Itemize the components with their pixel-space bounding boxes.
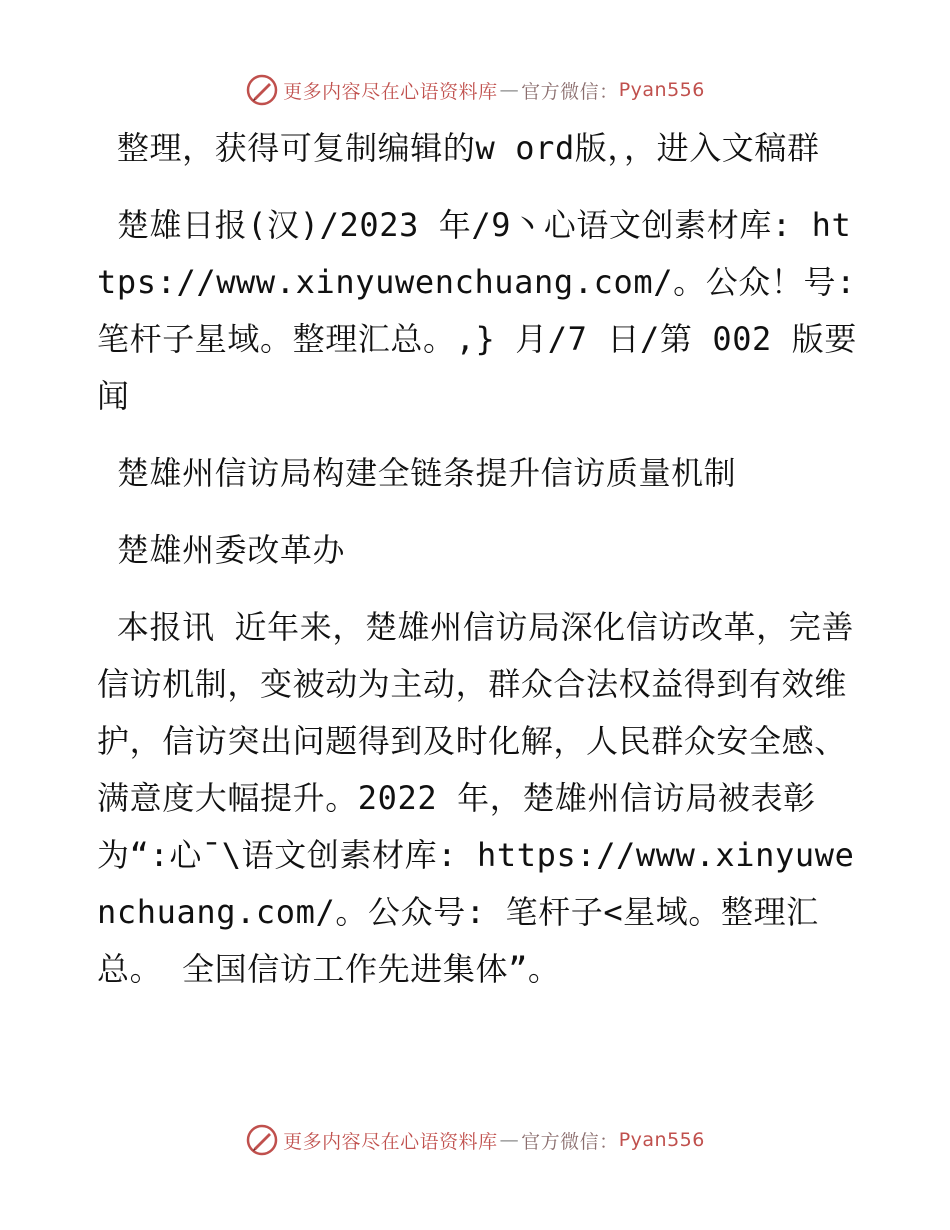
- header-banner: [0, 70, 950, 110]
- banner-dash: —: [499, 79, 520, 101]
- banner-handle: Pyan556: [618, 1129, 705, 1151]
- paragraph-body: 本报讯 近年来，楚雄州信访局深化信访改革，完善信访机制，变被动为主动，群众合法权益得到有效维护，信访突出问题得到及时化解，人民群众安全感、满意度大幅提升。2022 年，楚雄州信访局被表彰为“:心¯\语文创素材库: https://www.xinyuwenchuang.com/。公众号: 笔杆子<星域。整理汇总。 全国信访工作先进集体”。: [97, 608, 855, 988]
- article-title: 楚雄州信访局构建全链条提升信访质量机制: [97, 454, 737, 492]
- banner-brand: 更多内容尽在心语资料库: [283, 80, 498, 103]
- banner-brand: 更多内容尽在心语资料库: [283, 1130, 498, 1153]
- banner-wechat-label: 官方微信：: [521, 1130, 619, 1153]
- paragraph-intro: 整理，获得可复制编辑的w ord版，，进入文稿群: [97, 129, 820, 167]
- banner-handle: Pyan556: [618, 79, 705, 101]
- paragraph-source: 楚雄日报(汉)/2023 年/9丶心语文创素材库: https://www.xinyuwenchuang.com/。公众！号: 笔杆子星域。整理汇总。,} 月/7 日/第 002 版要闻: [97, 206, 876, 415]
- banner-wechat-label: 官方微信：: [521, 80, 619, 103]
- article-author: 楚雄州委改革办: [97, 531, 346, 569]
- banner-dash: —: [499, 1129, 520, 1151]
- pen-logo-icon: [245, 1123, 279, 1157]
- pen-logo-icon: [245, 73, 279, 107]
- document-body: [97, 120, 876, 1018]
- footer-banner: [0, 1120, 950, 1160]
